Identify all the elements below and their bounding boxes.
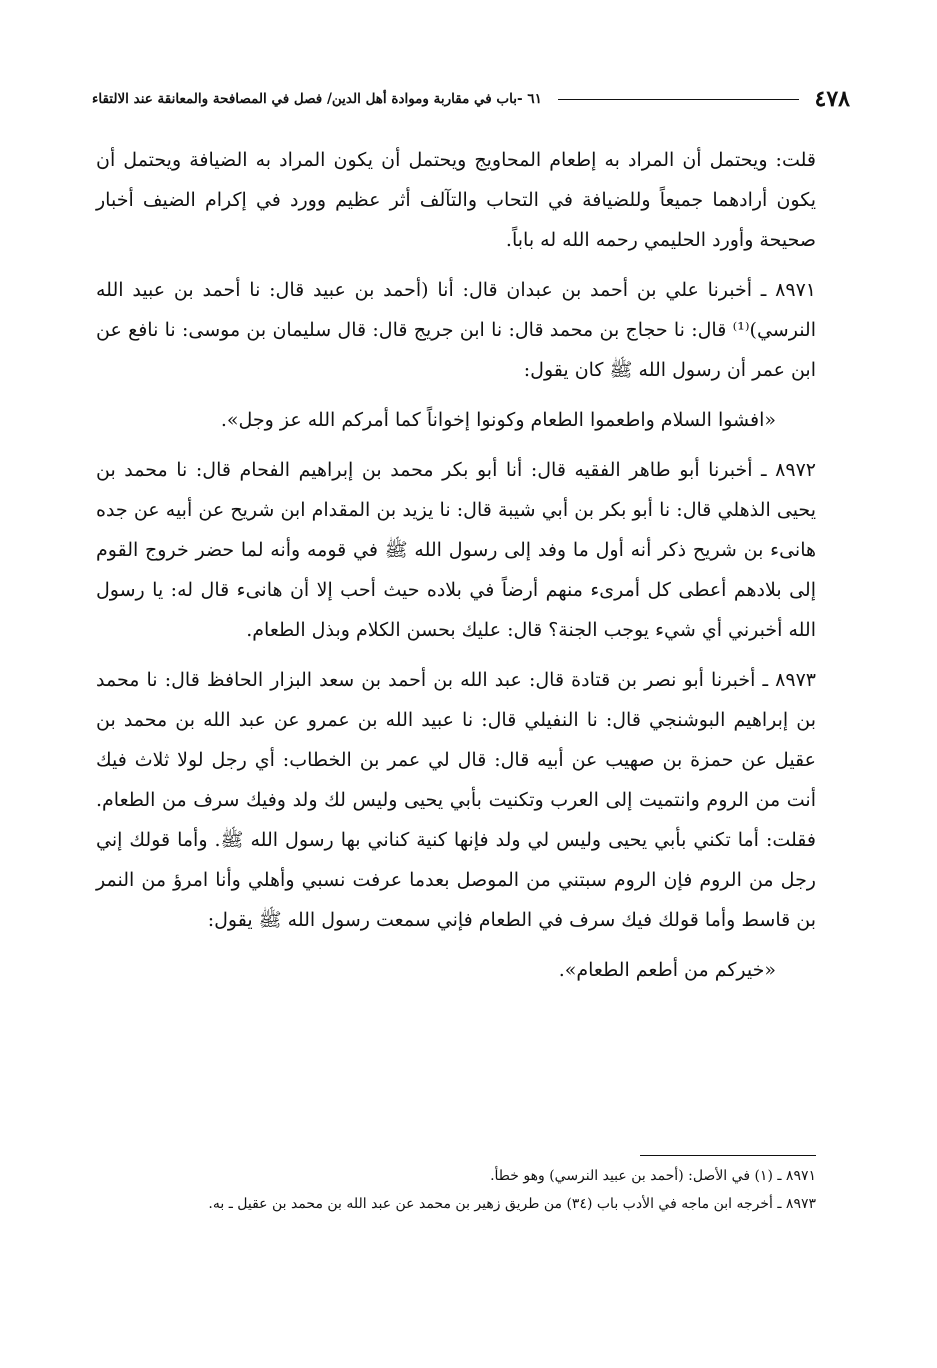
paragraph-commentary: قلت: ويحتمل أن المراد به إطعام المحاويج ويحتمل أن يكون المراد به الضيافة ويحتمل أن يكون أرادهما جميعاً وللضيافة في التحاب والتآلف أثر عظيم وورد في إكرام الضيف أخبار صحيحة وأورد الحليمي رحمه الله له باباً. xyxy=(96,149,816,251)
footnote-8973: ٨٩٧٣ ـ أخرجه ابن ماجه في الأدب باب (٣٤) من طريق زهير بن محمد عن عبد الله بن محمد بن عقيل ـ به. xyxy=(208,1196,816,1212)
hadith-8973-quote: «خيركم من أطعم الطعام». xyxy=(558,959,776,981)
hadith-8972: ٨٩٧٢ ـ أخبرنا أبو طاهر الفقيه قال: أنا أبو بكر محمد بن إبراهيم الفحام قال: نا محمد بن يحيى الذهلي قال: نا أبو بكر بن أبي شيبة قال: نا يزيد بن المقدام ابن شريح عن أبيه عن جده هانىء بن شريح ذكر أنه أول ما وفد إلى رسول الله ﷺ في قومه وأنه لما حضر خروج القوم إلى بلادهم أعطى كل أمرىء منهم أرضاً في بلاده حيث أحب إلا أن هانىء قال له: يا رسول الله أخبرني أي شيء يوجب الجنة؟ قال: عليك بحسن الكلام وبذل الطعام. xyxy=(96,459,816,641)
page-number: ٤٧٨ xyxy=(814,86,850,112)
footnote-8971: ٨٩٧١ ـ (١) في الأصل: (أحمد بن عبيد النرسي) وهو خطأ. xyxy=(490,1168,816,1184)
main-text xyxy=(96,140,816,1000)
hadith-8973: ٨٩٧٣ ـ أخبرنا أبو نصر بن قتادة قال: عبد الله بن أحمد بن سعد البزار الحافظ قال: نا محمد بن إبراهيم البوشنجي قال: نا النفيلي قال: نا عبيد الله بن عمرو عن عبد الله بن محمد بن عقيل عن حمزة بن صهيب عن أبيه قال: قال لي عمر بن الخطاب: أي رجل لولا ثلاث فيك أنت من الروم وانتميت إلى العرب وتكنيت بأبي يحيى وليس لك ولد وفيك سرف من الطعام. فقلت: أما تكني بأبي يحيى وليس لي ولد فإنها كنية كناني بها رسول الله ﷺ. وأما قولك إني رجل من الروم فإن الروم سبتني من الموصل بعدما عرفت نسبي وأهلي وأنا امرؤ من النمر بن قاسط وأما قولك فيك سرف في الطعام فإني سمعت رسول الله ﷺ يقول: xyxy=(96,669,816,931)
hadith-8971-quote: «افشوا السلام واطعموا الطعام وكونوا إخواناً كما أمركم الله عز وجل». xyxy=(220,409,776,431)
footnotes xyxy=(100,1162,816,1218)
footnote-separator xyxy=(640,1155,816,1156)
page-header xyxy=(92,82,850,116)
hadith-8971: ٨٩٧١ ـ أخبرنا علي بن أحمد بن عبدان قال: أنا (أحمد بن عبيد قال: نا أحمد بن عبيد الله النرسي)⁽¹⁾ قال: نا حجاج بن محمد قال: نا ابن جريج قال: قال سليمان بن موسى: نا نافع عن ابن عمر أن رسول الله ﷺ كان يقول: xyxy=(96,279,816,381)
running-title: ٦١ -باب في مقاربة وموادة أهل الدين/ فصل في المصافحة والمعانقة عند الالتقاء xyxy=(92,91,542,107)
header-rule xyxy=(558,99,799,100)
